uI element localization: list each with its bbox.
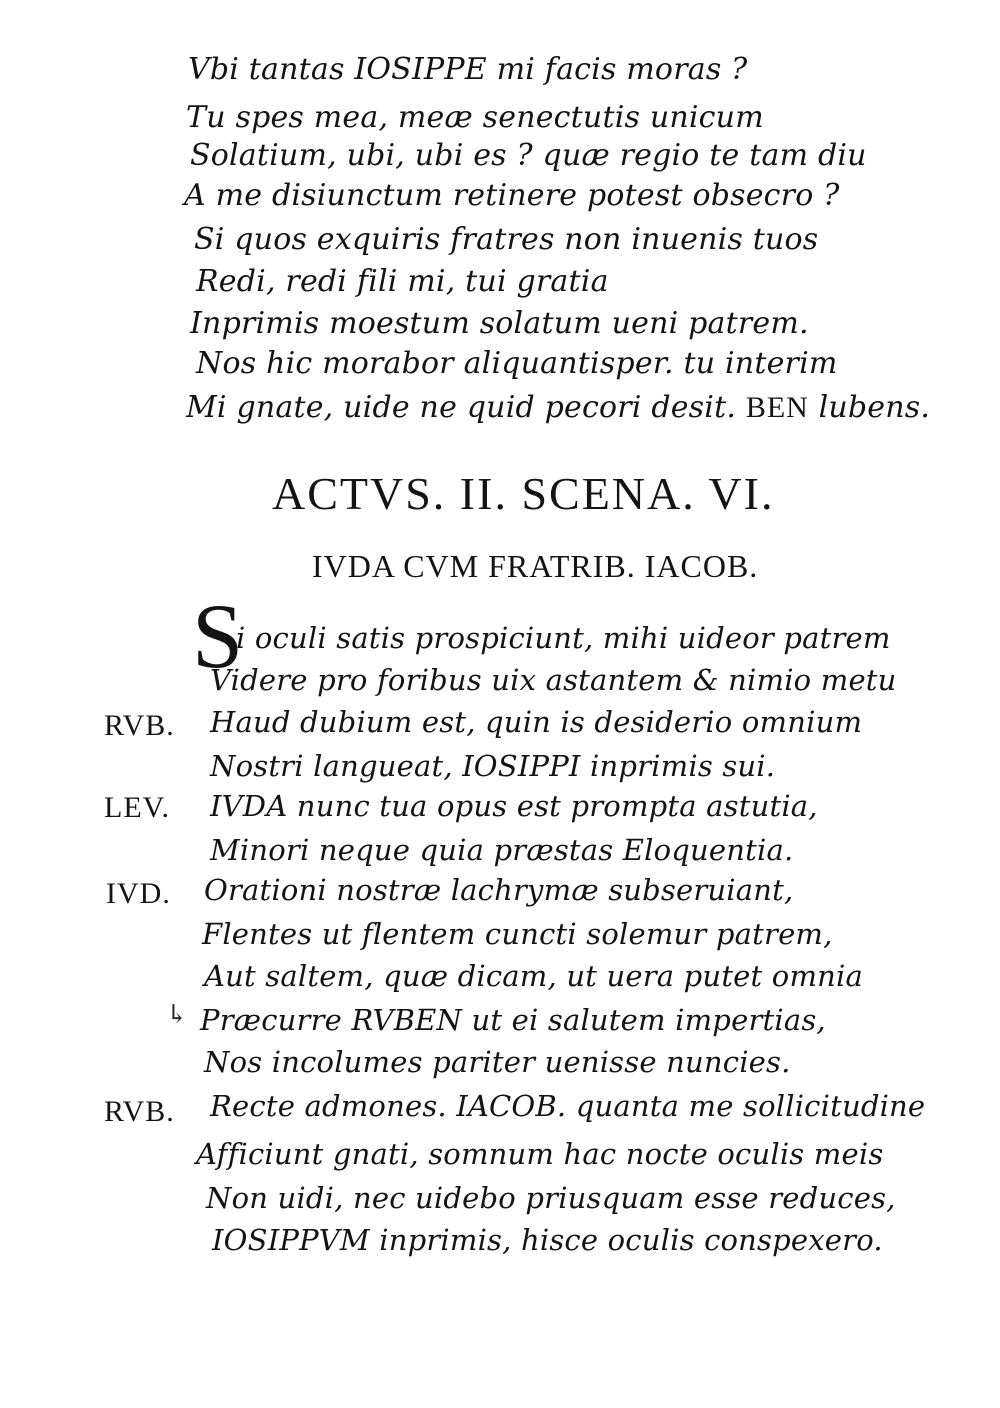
verse-line: Inprimis moestum solatum ueni patrem. [190, 306, 809, 341]
drop-cap: S [192, 585, 244, 687]
speaker-label: IVD. [106, 877, 171, 910]
verse-line: Solatium, ubi, ubi es ? quæ regio te tam diu [190, 138, 867, 173]
verse-line: Vbi tantas IOSIPPE mi facis moras ? [188, 52, 748, 87]
speaker-label: RVB. [104, 709, 175, 742]
verse-line: A me disiunctum retinere potest obsecro ? [184, 178, 840, 213]
verse-line-with-speaker [186, 390, 930, 426]
verse-text: Mi gnate, uide ne quid pecori desit. [186, 390, 737, 425]
verse-line: Afficiunt gnati, somnum hac nocte oculis meis [196, 1137, 884, 1171]
verse-line: i oculi satis prospiciunt, mihi uideor patrem [236, 621, 891, 655]
marginal-mark: ↳ [166, 1000, 188, 1030]
verse-line: Tu spes mea, meæ senectutis unicum [186, 100, 764, 135]
verse-line: Aut saltem, quæ dicam, ut uera putet omnia [204, 959, 864, 993]
verse-line: Nostri langueat, IOSIPPI inprimis sui. [210, 749, 776, 783]
verse-line: Haud dubium est, quin is desiderio omnium [210, 705, 863, 739]
speaker-label: BEN [745, 391, 809, 424]
verse-line: IVDA nunc tua opus est prompta astutia, [210, 789, 818, 823]
verse-line: Nos hic morabor aliquantisper. tu interim [196, 346, 838, 381]
speaker-label: RVB. [104, 1095, 175, 1128]
act-heading: ACTVS. II. SCENA. VI. [272, 468, 775, 519]
verse-text: lubens. [818, 390, 931, 425]
characters-heading: IVDA CVM FRATRIB. IACOB. [312, 548, 759, 584]
speaker-label: LEV. [104, 791, 170, 824]
verse-line: IOSIPPVM inprimis, hisce oculis conspexero. [212, 1223, 883, 1257]
verse-line: Recte admones. IACOB. quanta me sollicitudine [210, 1089, 926, 1123]
verse-line: Præcurre RVBEN ut ei salutem impertias, [200, 1003, 826, 1037]
verse-line: Non uidi, nec uidebo priusquam esse reduces, [206, 1181, 896, 1215]
verse-line: Minori neque quia præstas Eloquentia. [210, 833, 794, 867]
verse-line: Orationi nostræ lachrymæ subseruiant, [204, 873, 794, 907]
verse-line: Videre pro foribus uix astantem & nimio metu [210, 663, 897, 697]
verse-line: Flentes ut flentem cuncti solemur patrem, [202, 917, 833, 951]
verse-line: Nos incolumes pariter uenisse nuncies. [204, 1045, 791, 1079]
verse-line: Redi, redi fili mi, tui gratia [196, 264, 609, 299]
verse-line: Si quos exquiris fratres non inuenis tuos [194, 222, 819, 257]
